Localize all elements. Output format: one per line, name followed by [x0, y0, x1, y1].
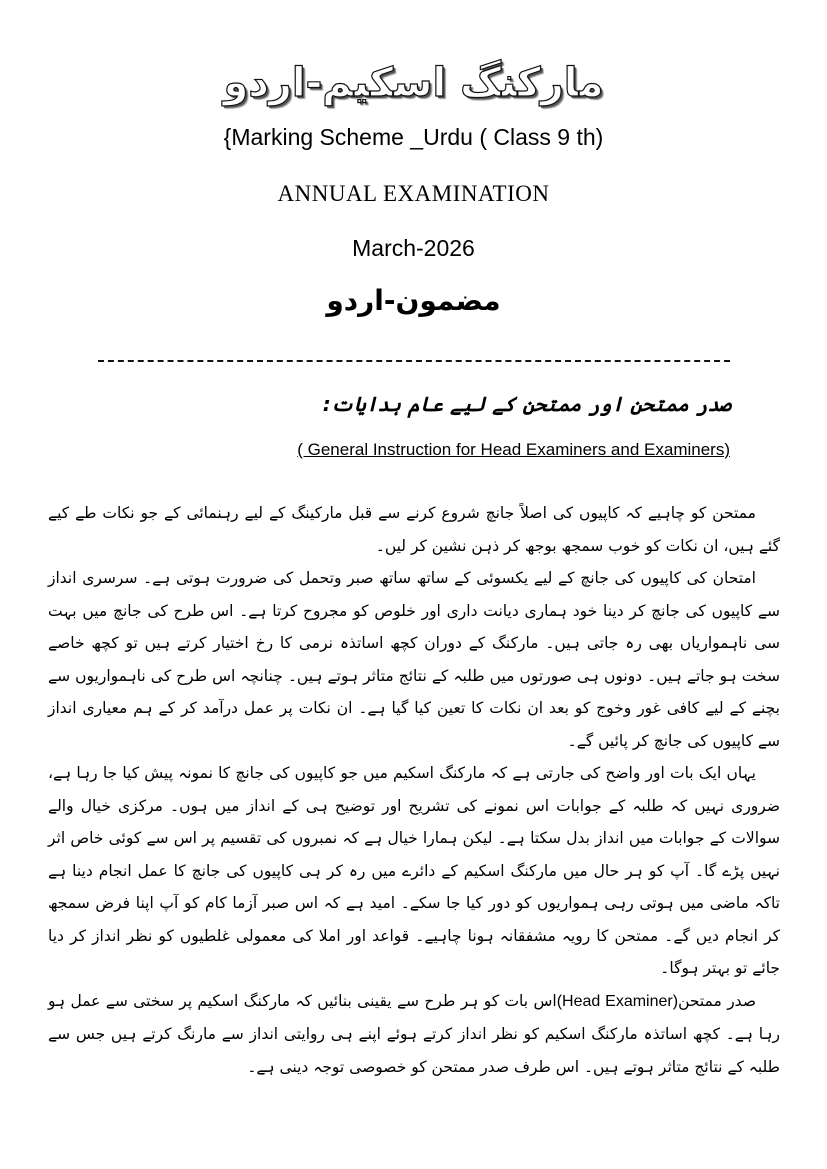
exam-name: ANNUAL EXAMINATION — [277, 181, 550, 206]
subject-label: مضمون-اردو — [326, 284, 501, 317]
exam-date: March-2026 — [352, 235, 475, 261]
paragraph-4 — [48, 985, 780, 1084]
paragraph-4-lead: صدر ممتحن — [678, 991, 756, 1010]
section-heading-urdu: صدر ممتحن اور ممتحن کے لیے عام ہدایات: — [322, 392, 731, 416]
paragraph-4-rest: اس بات کو ہر طرح سے یقینی بنائیں کہ مارکنگ اسکیم پر سختی سے عمل ہو رہا ہے۔ کچھ اساتذہ مارکنگ اسکیم کو نظر انداز کرتے ہوئے اپنے ہی روایتی انداز سے مارنگ کرتے ہیں جس سے طلبہ کے نتائج متاثر ہوتے ہیں۔ اس طرف صدر ممتحن کو خصوصی توجہ دینی ہے۔ — [48, 991, 780, 1076]
urdu-title: مارکنگ اسکیم-اردو — [223, 60, 604, 106]
paragraph-2: امتحان کی کاپیوں کی جانچ کے لیے یکسوئی کے ساتھ ساتھ صبر وتحمل کی ضرورت ہوتی ہے۔ سرسری انداز سے کاپیوں کی جانچ کر دینا خود ہماری دیانت داری اور خلوص کو مجروح کرتا ہے۔ اس طرح کی جانچ میں بہت سی ناہمواریاں بھی رہ جاتی ہیں۔ مارکنگ کے دوران کچھ اساتذہ نرمی کا رخ اختیار کرتے ہیں تو کچھ خاصے سخت ہو جاتے ہیں۔ دونوں ہی صورتوں میں طلبہ کے نتائج متاثر ہوتے ہیں۔ چنانچہ اس طرح کی ناہمواریوں سے بچنے کے لیے کافی غور وخوج کو بعد ان نکات کا تعین کیا گیا ہے۔ ان نکات پر عمل درآمد کر کے ہم معیاری انداز سے کاپیوں کی جانچ کر پائیں گے۔ — [48, 569, 780, 750]
instructions-body — [48, 497, 780, 1083]
paragraph-3: یہاں ایک بات اور واضح کی جارتی ہے کہ مارکنگ اسکیم میں جو کاپیوں کی جانچ کا نمونہ پیش کیا جا رہا ہے، ضروری نہیں کہ طلبہ کے جوابات اس نمونے کی تشریح اور توضیح ہی کے انداز میں ہوں۔ مرکزی خیال والے سوالات کے جوابات میں انداز بدل سکتا ہے۔ لیکن ہمارا خیال ہے کہ نمبروں کی تقسیم پر اس سے کوئی خاص اثر نہیں پڑے گا۔ آپ کو ہر حال میں مارکنگ اسکیم کے دائرے میں رہ کر ہی کاپیوں کی جانچ کا عمل انجام دینا ہے تاکہ ماضی میں ہوتی رہی ہمواریوں کو دور کیا جا سکے۔ امید ہے کہ اس صبر آزما کام کو آپ اپنا فرض سمجھ کر انجام دیں گے۔ ممتحن کا رویہ مشفقانہ ہونا چاہیے۔ قواعد اور املا کی معمولی غلطیوں کو نظر انداز کر دیا جائے تو بہتر ہوگا۔ — [48, 764, 780, 977]
section-heading-english: ( General Instruction for Head Examiners and Examiners) — [297, 440, 730, 459]
head-examiner-english: (Head Examiner) — [556, 992, 679, 1010]
dashed-divider — [98, 360, 730, 362]
paragraph-1: ممتحن کو چاہیے کہ کاپیوں کی اصلاً جانچ شروع کرنے سے قبل مارکینگ کے لیے رہنمائی کے جو نکات طے کیے گئے ہیں، ان نکات کو خوب سمجھ بوجھ کر ذہن نشین کر لیں۔ — [48, 504, 780, 555]
english-title: {Marking Scheme _Urdu ( Class 9 th) — [223, 124, 604, 150]
